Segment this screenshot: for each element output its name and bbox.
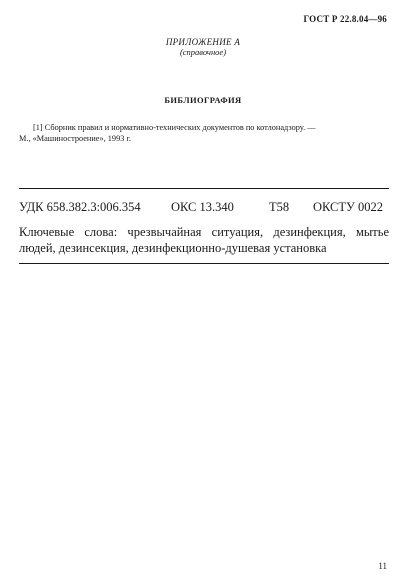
bibliography-entry: [19, 122, 389, 144]
keywords-text: Ключевые слова: чрезвычайная ситуация, дезинфекция, мытье людей, дезинсекция, дезинфекционно-душевая установка: [19, 225, 389, 255]
annex-note: (справочное): [179, 47, 227, 57]
classification-row: [19, 200, 389, 216]
standard-number: ГОСТ Р 22.8.04—96: [303, 14, 387, 24]
top-divider: [19, 188, 389, 189]
oks-code: ОКС 13.340: [171, 200, 234, 214]
bibliography-entry-line-2: М., «Машиностроение», 1993 г.: [19, 134, 131, 143]
udk-code: УДК 658.382.3:006.354: [19, 200, 141, 214]
bibliography-entry-line-1: [1] Сборник правил и нормативно-технических документов по котлонадзору. —: [33, 123, 316, 132]
bottom-divider: [19, 263, 389, 264]
okstu-code: ОКСТУ 0022: [313, 200, 384, 214]
annex-title: ПРИЛОЖЕНИЕ А: [165, 37, 241, 47]
bibliography-heading: БИБЛИОГРАФИЯ: [164, 95, 242, 105]
t-code: Т58: [269, 200, 290, 214]
page-number: 11: [378, 561, 387, 571]
